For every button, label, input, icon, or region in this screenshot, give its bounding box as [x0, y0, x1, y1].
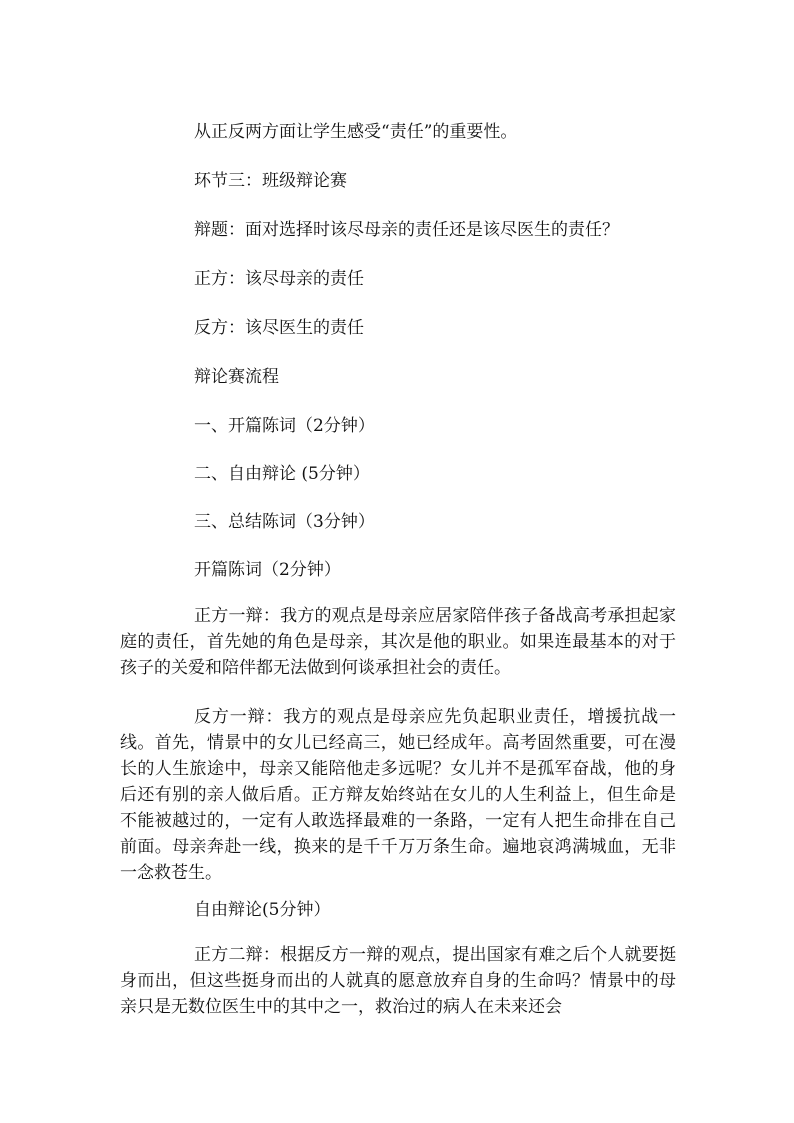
- debate-process-heading: 辩论赛流程: [194, 367, 279, 387]
- process-step-2: 二、自由辩论 (5分钟）: [194, 464, 370, 484]
- paragraph-affirmative-first: 正方一辩：我方的观点是母亲应居家陪伴孩子备战高考承担起家庭的责任，首先她的角色是母亲，其次是他的职业。如果连最基本的对于孩子的关爱和陪伴都无法做到何谈承担社会的责任。: [120, 606, 676, 678]
- process-step-1: 一、开篇陈词（2分钟）: [194, 416, 375, 436]
- paragraph-affirmative-second: 正方二辩：根据反方一辩的观点，提出国家有难之后个人就要挺身而出，但这些挺身而出的人就真的愿意放弃自身的生命吗？情景中的母亲只是无数位医生中的其中之一，救治过的病人在未来还会: [120, 945, 676, 1017]
- negative-side: 反方：该尽医生的责任: [194, 318, 364, 338]
- paragraph-negative-first: 反方一辩：我方的观点是母亲应先负起职业责任，增援抗战一线。首先，情景中的女儿已经高三，她已经成年。高考固然重要，可在漫长的人生旅途中，母亲又能陪他走多远呢？女儿并不是孤军奋战，他的身后还有别的亲人做后盾。正方辩友始终站在女儿的人生利益上，但生命是不能被越过的，一定有人敢选择最难的一条路，一定有人把生命排在自己前面。母亲奔赴一线，换来的是千千万万条生命。遍地哀鸿满城血，无非一念救苍生。: [120, 707, 676, 883]
- process-step-3: 三、总结陈词（3分钟）: [194, 512, 375, 532]
- opening-statement-heading: 开篇陈词（2分钟）: [194, 560, 341, 580]
- free-debate-heading: 自由辩论(5分钟）: [194, 900, 331, 920]
- section-heading-debate: 环节三：班级辩论赛: [194, 171, 347, 191]
- affirmative-side: 正方：该尽母亲的责任: [194, 269, 364, 289]
- debate-topic: 辩题：面对选择时该尽母亲的责任还是该尽医生的责任？: [194, 220, 619, 240]
- text-line-intro: 从正反两方面让学生感受“责任”的重要性。: [194, 122, 518, 142]
